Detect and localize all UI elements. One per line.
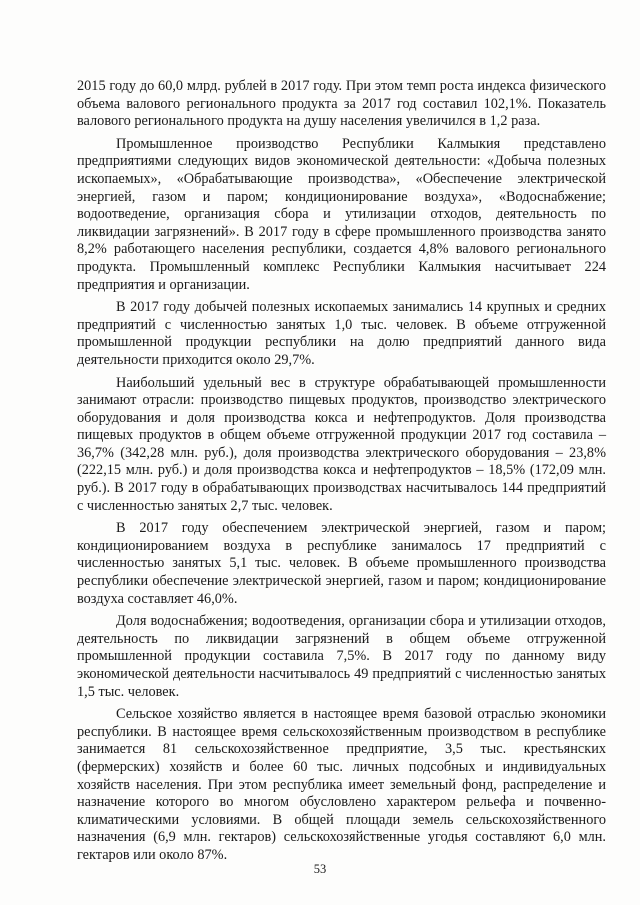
paragraph-energy: В 2017 году обеспечением электрической энергией, газом и паром; кондиционированием воздуха в республике занималось 17 предприятий с численностью занятых 5,1 тыс. человек. В объеме промышленного производства республики обеспечение электрической энергией, газом и паром; кондиционирование воздуха составляет 46,0%.	[77, 520, 606, 607]
paragraph-manufacturing: Наибольший удельный вес в структуре обрабатывающей промышленности занимают отрасли: производство пищевых продуктов, производство электрического оборудования и доля производства кокса и нефтепродуктов. Доля производства пищевых продуктов в общем объеме отгруженной продукции 2017 год составила – 36,7% (342,28 млн. руб.), доля производства электрического оборудования – 23,8% (222,15 млн. руб.) и доля производства кокса и нефтепродуктов – 18,5% (172,09 млн. руб.). В 2017 году в обрабатывающих производствах насчитывалось 144 предприятий с численностью занятых 2,7 тыс. человек.	[77, 374, 606, 514]
body-text	[77, 78, 606, 870]
paragraph-industry: Промышленное производство Республики Калмыкия представлено предприятиями следующих видов экономической деятельности: «Добыча полезных ископаемых», «Обрабатывающие производства», «Обеспечение электрической энергией, газом и паром; кондиционирование воздуха», «Водоснабжение; водоотведение, организация сбора и утилизации отходов, деятельность по ликвидации загрязнений». В 2017 году в сфере промышленного производства занято 8,2% работающего населения республики, создается 4,8% валового регионального продукта. Промышленный комплекс Республики Калмыкия насчитывает 224 предприятия и организации.	[77, 135, 606, 293]
paragraph-continuation: 2015 году до 60,0 млрд. рублей в 2017 году. При этом темп роста индекса физического объема валового регионального продукта за 2017 год составил 102,1%. Показатель валового регионального продукта на душу населения увеличился в 1,2 раза.	[77, 78, 606, 130]
paragraph-mining: В 2017 году добычей полезных ископаемых занимались 14 крупных и средних предприятий с численностью занятых 1,0 тыс. человек. В объеме отгруженной промышленной продукции республики на долю предприятий данного вида деятельности приходится около 29,7%.	[77, 299, 606, 368]
paragraph-agriculture: Сельское хозяйство является в настоящее время базовой отраслью экономики республики. В настоящее время сельскохозяйственным производством в республике занимается 81 сельскохозяйственное предприятие, 3,5 тыс. крестьянских (фермерских) хозяйств и более 60 тыс. личных подсобных и индивидуальных хозяйств населения. При этом республика имеет земельный фонд, распределение и назначение которого во многом обусловлено характером рельефа и почвенно-климатическими условиями. В общей площади земель сельскохозяйственного назначения (6,9 млн. гектаров) сельскохозяйственные угодья составляют 6,0 млн. гектаров или около 87%.	[77, 706, 606, 863]
paragraph-water-supply: Доля водоснабжения; водоотведения, организации сбора и утилизации отходов, деятельность по ликвидации загрязнений в общем объеме отгруженной промышленной продукции составила 7,5%. В 2017 году по данному виду экономической деятельности насчитывалось 49 предприятий с численностью занятых 1,5 тыс. человек.	[77, 613, 606, 700]
page-number: 53	[313, 862, 327, 876]
